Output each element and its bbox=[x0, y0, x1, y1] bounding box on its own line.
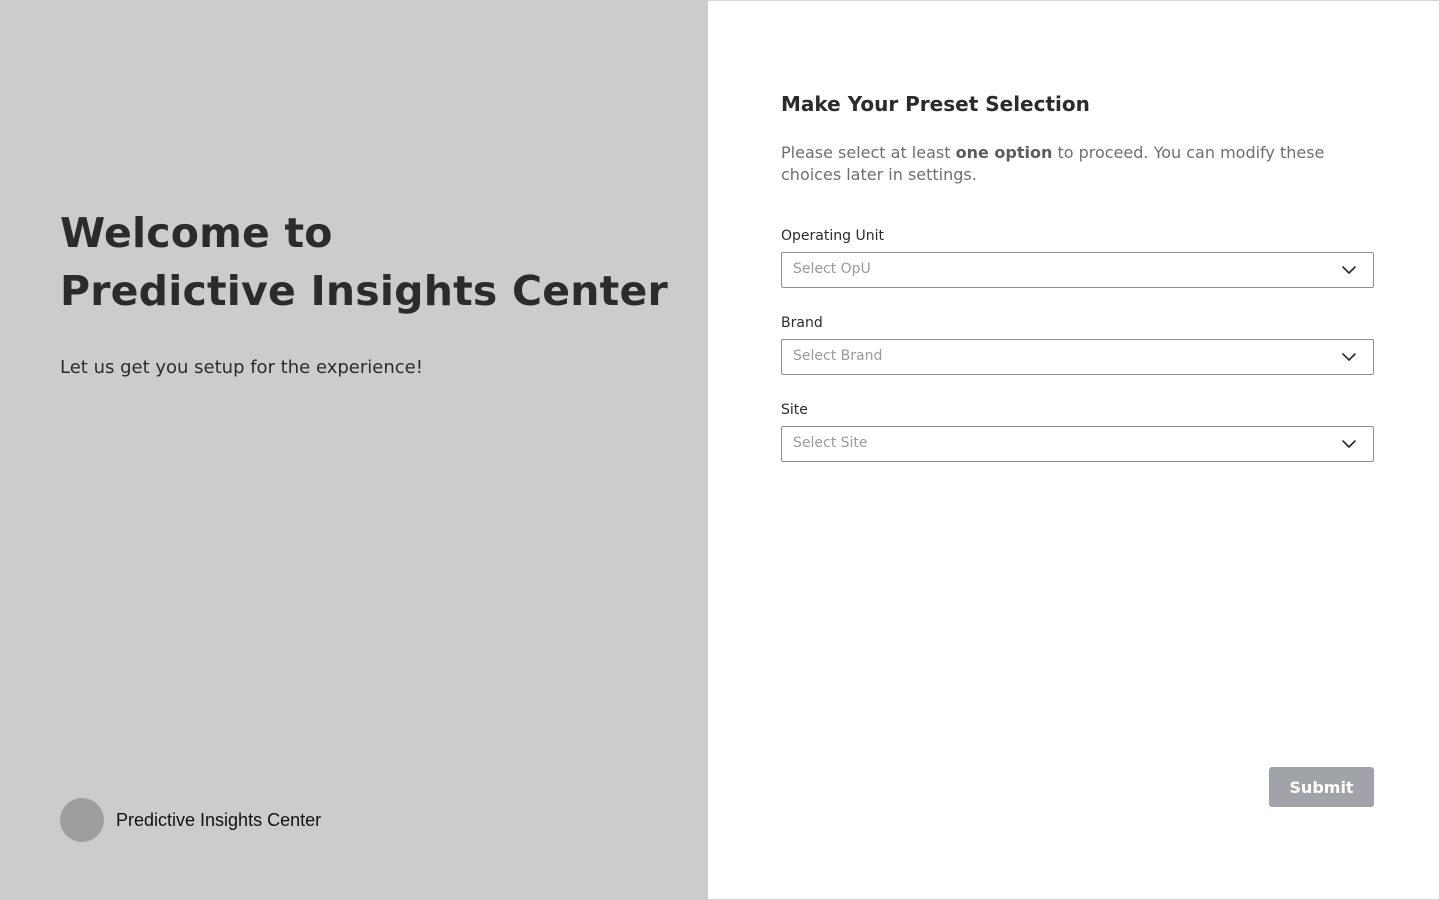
chevron-down-icon bbox=[1341, 351, 1357, 363]
brand-field bbox=[781, 314, 1374, 375]
form-panel bbox=[708, 0, 1440, 900]
welcome-subtitle: Let us get you setup for the experience! bbox=[60, 357, 423, 378]
logo-circle-icon bbox=[60, 798, 104, 842]
site-label: Site bbox=[781, 402, 808, 418]
operating-unit-label: Operating Unit bbox=[781, 228, 884, 244]
operating-unit-field bbox=[781, 227, 1374, 288]
operating-unit-placeholder: Select OpU bbox=[793, 261, 871, 277]
welcome-panel bbox=[0, 0, 708, 900]
brand-footer bbox=[60, 798, 321, 842]
site-select[interactable] bbox=[781, 426, 1374, 462]
site-placeholder: Select Site bbox=[793, 435, 868, 451]
brand-placeholder: Select Brand bbox=[793, 348, 883, 364]
welcome-title-line2: Predictive Insights Center bbox=[60, 267, 668, 315]
welcome-title-line1: Welcome to bbox=[60, 209, 333, 257]
brand-name: Predictive Insights Center bbox=[116, 809, 322, 830]
form-description bbox=[781, 142, 1381, 186]
form-description-end: to proceed. You can modify these choices later in settings. bbox=[781, 143, 1325, 184]
operating-unit-select[interactable] bbox=[781, 252, 1374, 288]
chevron-down-icon bbox=[1341, 264, 1357, 276]
form-description-emphasis: one option bbox=[955, 143, 1053, 162]
welcome-title bbox=[60, 204, 668, 320]
chevron-down-icon bbox=[1341, 438, 1357, 450]
brand-label: Brand bbox=[781, 315, 823, 331]
form-title: Make Your Preset Selection bbox=[781, 92, 1090, 116]
brand-select[interactable] bbox=[781, 339, 1374, 375]
form-description-start: Please select at least bbox=[781, 143, 956, 162]
submit-button[interactable]: Submit bbox=[1269, 767, 1374, 807]
site-field bbox=[781, 401, 1374, 462]
